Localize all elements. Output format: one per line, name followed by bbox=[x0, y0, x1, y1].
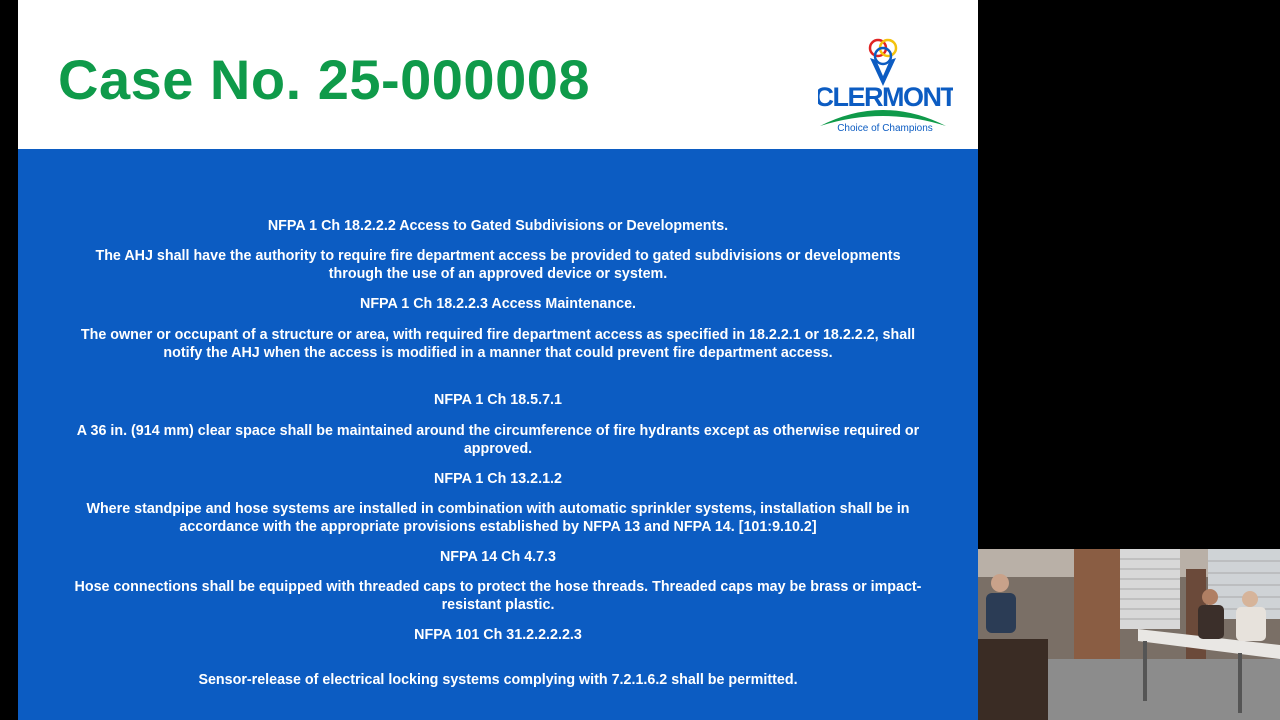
code-text: The owner or occupant of a structure or area, with required fire department access as specified in 18.2.2.1 or 18.2.2.2, shall notify the AHJ when the access is modified in a manner that could prevent fire department access. bbox=[80, 327, 916, 361]
svg-text:CLERMONT: CLERMONT bbox=[818, 82, 953, 112]
code-heading: NFPA 1 Ch 18.2.2.3 Access Maintenance. bbox=[360, 296, 636, 312]
meeting-video-thumbnail[interactable] bbox=[978, 549, 1280, 720]
code-heading: NFPA 1 Ch 13.2.1.2 bbox=[434, 471, 562, 487]
code-text: A 36 in. (914 mm) clear space shall be maintained around the circumference of fire hydrants except as otherwise required or approved. bbox=[76, 423, 920, 457]
clermont-logo-icon bbox=[818, 34, 953, 136]
code-text: Where standpipe and hose systems are installed in combination with automatic sprinkler systems, installation shall be in accordance with the appropriate provisions established by NFPA 13 and NFPA 14. [101:9.10.2] bbox=[86, 501, 910, 535]
code-text: Hose connections shall be equipped with threaded caps to protect the hose threads. Threaded caps may be brass or impact-resistant plastic. bbox=[74, 579, 922, 613]
code-heading: NFPA 1 Ch 18.2.2.2 Access to Gated Subdivisions or Developments. bbox=[267, 218, 729, 234]
svg-text:Choice of Champions: Choice of Champions bbox=[837, 123, 933, 134]
slide-content bbox=[18, 149, 978, 720]
slide-title: Case No. 25-000008 bbox=[58, 48, 591, 111]
code-heading: NFPA 1 Ch 18.5.7.1 bbox=[434, 392, 562, 408]
code-heading: NFPA 14 Ch 4.7.3 bbox=[439, 549, 556, 565]
code-text: The AHJ shall have the authority to require fire department access be provided to gated subdivisions or developments through the use of an approved device or system. bbox=[95, 248, 901, 282]
code-heading: NFPA 101 Ch 31.2.2.2.2.3 bbox=[414, 627, 582, 643]
clermont-logo bbox=[818, 34, 953, 136]
meeting-video-icon bbox=[978, 549, 1280, 720]
slide-header bbox=[18, 0, 978, 148]
code-text: Sensor-release of electrical locking systems complying with 7.2.1.6.2 shall be permitted. bbox=[198, 672, 798, 688]
presentation-slide bbox=[18, 0, 978, 720]
